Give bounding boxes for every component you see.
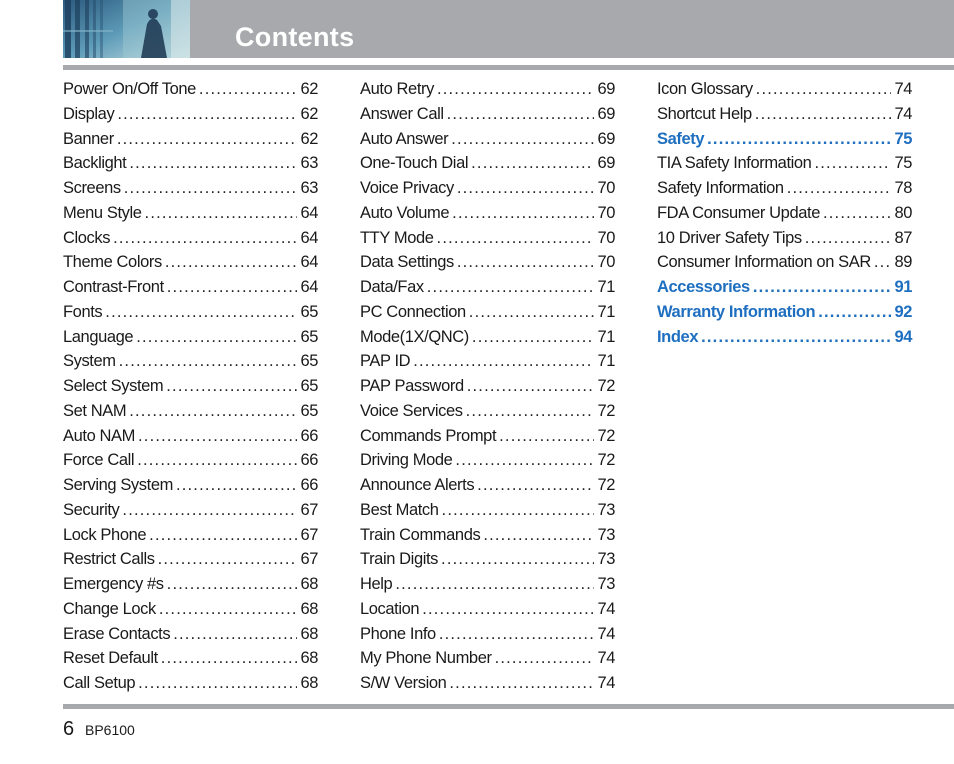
- toc-entry-page: 74: [894, 80, 912, 98]
- dot-leader: [469, 300, 595, 325]
- dot-leader: [707, 127, 891, 152]
- dot-leader: [427, 275, 595, 300]
- toc-entry-title: FDA Consumer Update: [657, 203, 820, 222]
- toc-entry-title: Warranty Information: [657, 302, 816, 321]
- toc-entry-page: 78: [894, 179, 912, 197]
- toc-entry-title: Train Digits: [360, 550, 439, 569]
- toc-entry[interactable]: [360, 547, 615, 572]
- toc-entry[interactable]: [63, 325, 318, 350]
- dot-leader: [129, 151, 297, 176]
- toc-entry-title: Screens: [63, 179, 121, 197]
- toc-entry[interactable]: [63, 102, 318, 127]
- toc-entry[interactable]: [360, 622, 615, 647]
- toc-entry-page: 71: [597, 352, 615, 371]
- footer-page-number: 6: [63, 718, 75, 740]
- toc-entry[interactable]: [63, 448, 318, 473]
- toc-entry-page: 74: [597, 674, 615, 692]
- toc-entry[interactable]: [657, 127, 912, 152]
- toc-entry-title: Set NAM: [63, 401, 127, 420]
- toc-entry-page: 69: [597, 104, 615, 123]
- dot-leader: [823, 201, 891, 226]
- header-bar: [63, 0, 954, 58]
- top-rule: [63, 65, 954, 70]
- dot-leader: [113, 226, 297, 251]
- toc-entry[interactable]: [360, 349, 615, 374]
- dot-leader: [457, 176, 595, 201]
- toc-entry-title: Contrast-Front: [63, 278, 164, 296]
- toc-entry-page: 69: [597, 80, 615, 98]
- toc-entry[interactable]: [63, 77, 318, 102]
- dot-leader: [422, 597, 594, 622]
- toc-entry-page: 89: [894, 253, 912, 272]
- dot-leader: [452, 201, 594, 226]
- toc-entry-title: Auto Retry: [360, 80, 434, 98]
- dot-leader: [437, 226, 595, 251]
- dot-leader: [805, 226, 892, 251]
- toc-entry-title: Help: [360, 575, 393, 593]
- dot-leader: [117, 102, 297, 127]
- toc-entry-page: 72: [597, 401, 615, 420]
- toc-entry-page: 72: [597, 451, 615, 470]
- dot-leader: [495, 646, 595, 671]
- toc-entry-page: 62: [300, 104, 318, 123]
- toc-entry[interactable]: [63, 547, 318, 572]
- dot-leader: [199, 77, 298, 102]
- dot-leader: [136, 325, 297, 350]
- toc-entry-page: 67: [300, 525, 318, 544]
- toc-entry-title: Auto Answer: [360, 129, 449, 148]
- toc-entry[interactable]: [657, 325, 912, 350]
- dot-leader: [165, 250, 298, 275]
- dot-leader: [753, 275, 892, 300]
- toc-column-3: [657, 77, 912, 349]
- toc-entry-page: 73: [597, 525, 615, 544]
- dot-leader: [129, 399, 297, 424]
- toc-entry-page: 92: [894, 302, 912, 321]
- toc-entry-title: Emergency #s: [63, 575, 164, 593]
- toc-entry-title: Train Commands: [360, 525, 481, 544]
- toc-entry-page: 87: [894, 228, 912, 247]
- dot-leader: [173, 622, 297, 647]
- toc-entry-title: PAP ID: [360, 352, 411, 371]
- toc-entry-page: 64: [300, 253, 318, 272]
- toc-entry[interactable]: [63, 151, 318, 176]
- toc-entry-title: Location: [360, 599, 420, 618]
- toc-entry-page: 62: [300, 80, 318, 98]
- toc-entry[interactable]: [63, 176, 318, 201]
- toc-entry-page: 64: [300, 203, 318, 222]
- toc-entry-title: Shortcut Help: [657, 104, 752, 123]
- footer-model-name: BP6100: [85, 722, 135, 738]
- page-title: Contents: [235, 22, 355, 52]
- toc-entry-title: Icon Glossary: [657, 80, 753, 98]
- toc-entry-page: 65: [300, 327, 318, 346]
- toc-entry[interactable]: [360, 151, 615, 176]
- toc-column-2: [360, 77, 615, 696]
- toc-entry[interactable]: [360, 498, 615, 523]
- dot-leader: [814, 151, 891, 176]
- toc-entry-page: 71: [597, 278, 615, 296]
- toc-entry-page: 74: [597, 599, 615, 618]
- toc-entry-title: My Phone Number: [360, 649, 492, 668]
- toc-entry-page: 72: [597, 377, 615, 395]
- toc-entry-page: 91: [894, 278, 912, 296]
- toc-entry-title: Announce Alerts: [360, 476, 475, 494]
- toc-entry-title: Reset Default: [63, 649, 158, 668]
- toc-entry-page: 71: [597, 327, 615, 346]
- toc-entry[interactable]: [657, 226, 912, 251]
- toc-entry[interactable]: [63, 473, 318, 498]
- toc-entry[interactable]: [63, 646, 318, 671]
- toc-entry-page: 65: [300, 302, 318, 321]
- dot-leader: [701, 325, 891, 350]
- toc-entry-page: 74: [894, 104, 912, 123]
- dot-leader: [441, 547, 594, 572]
- dot-leader: [437, 77, 594, 102]
- dot-leader: [159, 597, 298, 622]
- toc-entry[interactable]: [360, 597, 615, 622]
- toc-entry-page: 64: [300, 278, 318, 296]
- toc-entry-title: Voice Services: [360, 401, 463, 420]
- toc-column-1: [63, 77, 318, 696]
- toc-entry-page: 70: [597, 228, 615, 247]
- toc-entry[interactable]: [360, 275, 615, 300]
- toc-entry-page: 73: [597, 550, 615, 569]
- toc-entry[interactable]: [360, 300, 615, 325]
- dot-leader: [787, 176, 892, 201]
- toc-entry[interactable]: [63, 523, 318, 548]
- toc-entry-page: 68: [300, 624, 318, 643]
- toc-entry-title: Select System: [63, 377, 164, 395]
- dot-leader: [467, 374, 595, 399]
- toc-entry-page: 94: [894, 327, 912, 346]
- toc-entry-page: 70: [597, 253, 615, 272]
- dot-leader: [124, 176, 298, 201]
- toc-entry-title: Theme Colors: [63, 253, 162, 272]
- toc-entry-title: PC Connection: [360, 302, 466, 321]
- toc-entry[interactable]: [657, 201, 912, 226]
- toc-entry-page: 62: [300, 129, 318, 148]
- toc-entry-page: 72: [597, 476, 615, 494]
- toc-entry-title: TIA Safety Information: [657, 154, 812, 173]
- toc-entry[interactable]: [657, 250, 912, 275]
- dot-leader: [138, 671, 297, 696]
- toc-entry[interactable]: [63, 374, 318, 399]
- toc-entry[interactable]: [63, 597, 318, 622]
- toc-entry-title: Mode(1X/QNC): [360, 327, 469, 346]
- toc-entry-page: 80: [894, 203, 912, 222]
- toc-entry[interactable]: [360, 374, 615, 399]
- toc-entry-page: 72: [597, 426, 615, 445]
- toc-entry[interactable]: [657, 151, 912, 176]
- toc-entry-title: Lock Phone: [63, 525, 147, 544]
- dot-leader: [117, 127, 298, 152]
- toc-entry[interactable]: [63, 275, 318, 300]
- dot-leader: [122, 498, 297, 523]
- toc-entry-title: S/W Version: [360, 674, 447, 692]
- toc-entry-page: 67: [300, 500, 318, 519]
- building-photo-icon: [63, 0, 190, 58]
- toc-entry[interactable]: [360, 250, 615, 275]
- toc-entry-title: Data Settings: [360, 253, 454, 272]
- toc-entry-title: Call Setup: [63, 674, 136, 692]
- toc-entry-title: Force Call: [63, 451, 135, 470]
- toc-entry[interactable]: [63, 572, 318, 597]
- dot-leader: [451, 127, 594, 152]
- toc-entry[interactable]: [63, 226, 318, 251]
- toc-entry-title: Commands Prompt: [360, 426, 497, 445]
- dot-leader: [138, 424, 297, 449]
- toc-entry-title: Safety: [657, 129, 705, 148]
- toc-entry-page: 74: [597, 649, 615, 668]
- toc-entry-page: 68: [300, 649, 318, 668]
- toc-entry[interactable]: [360, 201, 615, 226]
- toc-entry-page: 70: [597, 203, 615, 222]
- toc-entry-title: Serving System: [63, 476, 173, 494]
- toc-entry[interactable]: [360, 176, 615, 201]
- toc-entry-page: 65: [300, 377, 318, 395]
- dot-leader: [439, 622, 595, 647]
- toc-entry-page: 67: [300, 550, 318, 569]
- dot-leader: [167, 572, 298, 597]
- toc-entry-title: Restrict Calls: [63, 550, 155, 569]
- dot-leader: [167, 275, 298, 300]
- toc-entry[interactable]: [360, 102, 615, 127]
- toc-entry-title: Change Lock: [63, 599, 156, 618]
- toc-entry[interactable]: [63, 498, 318, 523]
- dot-leader: [145, 201, 298, 226]
- dot-leader: [466, 399, 595, 424]
- toc-entry[interactable]: [63, 622, 318, 647]
- toc-entry-page: 74: [597, 624, 615, 643]
- toc-entry-page: 65: [300, 401, 318, 420]
- toc-entry-title: Phone Info: [360, 624, 436, 643]
- toc-entry-page: 63: [300, 179, 318, 197]
- toc-entry-title: 10 Driver Safety Tips: [657, 228, 802, 247]
- toc-entry-title: Display: [63, 104, 115, 123]
- toc-entry-title: Backlight: [63, 154, 127, 173]
- toc-entry[interactable]: [360, 226, 615, 251]
- toc-entry[interactable]: [63, 300, 318, 325]
- dot-leader: [413, 349, 594, 374]
- toc-entry[interactable]: [657, 77, 912, 102]
- toc-entry-title: Best Match: [360, 500, 439, 519]
- toc-entry-title: Data/Fax: [360, 278, 424, 296]
- toc-entry-title: Security: [63, 500, 120, 519]
- toc-entry-title: PAP Password: [360, 377, 464, 395]
- toc-entry[interactable]: [360, 448, 615, 473]
- toc-entry-page: 75: [894, 129, 912, 148]
- toc-entry[interactable]: [360, 572, 615, 597]
- dot-leader: [166, 374, 297, 399]
- toc-entry-title: Accessories: [657, 278, 750, 296]
- toc-entry-page: 68: [300, 575, 318, 593]
- toc-entry-page: 69: [597, 154, 615, 173]
- toc-entry-title: Answer Call: [360, 104, 444, 123]
- toc-entry-title: Fonts: [63, 302, 103, 321]
- toc-entry[interactable]: [657, 275, 912, 300]
- dot-leader: [149, 523, 297, 548]
- toc-entry-page: 66: [300, 426, 318, 445]
- toc-entry-page: 66: [300, 451, 318, 470]
- toc-entry-page: 73: [597, 575, 615, 593]
- toc-entry[interactable]: [63, 399, 318, 424]
- dot-leader: [457, 250, 595, 275]
- dot-leader: [471, 151, 594, 176]
- dot-leader: [449, 671, 594, 696]
- toc-entry[interactable]: [657, 300, 912, 325]
- toc-entry[interactable]: [63, 250, 318, 275]
- header-photo: [63, 0, 190, 58]
- toc-entry-page: 66: [300, 476, 318, 494]
- toc-entry-title: Driving Mode: [360, 451, 453, 470]
- toc-entry[interactable]: [63, 349, 318, 374]
- toc-entry[interactable]: [360, 399, 615, 424]
- toc-entry-title: Power On/Off Tone: [63, 80, 196, 98]
- dot-leader: [161, 646, 298, 671]
- toc-entry[interactable]: [360, 127, 615, 152]
- toc-entry-title: Menu Style: [63, 203, 142, 222]
- toc-entry-title: Auto Volume: [360, 203, 450, 222]
- toc-entry[interactable]: [657, 102, 912, 127]
- toc-entry-title: One-Touch Dial: [360, 154, 469, 173]
- toc-entry[interactable]: [657, 176, 912, 201]
- dot-leader: [176, 473, 297, 498]
- dot-leader: [499, 424, 594, 449]
- toc-entry-page: 68: [300, 599, 318, 618]
- toc-entry-page: 64: [300, 228, 318, 247]
- toc-entry-title: Language: [63, 327, 134, 346]
- toc-entry-title: TTY Mode: [360, 228, 434, 247]
- toc-entry-page: 65: [300, 352, 318, 371]
- toc-entry[interactable]: [360, 473, 615, 498]
- dot-leader: [818, 300, 891, 325]
- toc-entry[interactable]: [360, 77, 615, 102]
- dot-leader: [137, 448, 297, 473]
- toc-entry[interactable]: [63, 424, 318, 449]
- dot-leader: [755, 102, 892, 127]
- toc-entry-title: Consumer Information on SAR: [657, 253, 871, 272]
- toc-entry-page: 70: [597, 179, 615, 197]
- toc-entry[interactable]: [360, 325, 615, 350]
- dot-leader: [158, 547, 298, 572]
- toc-entry-page: 68: [300, 674, 318, 692]
- dot-leader: [483, 523, 594, 548]
- toc-entry-title: Voice Privacy: [360, 179, 454, 197]
- toc-entry-title: System: [63, 352, 116, 371]
- toc-entry-title: Erase Contacts: [63, 624, 171, 643]
- dot-leader: [119, 349, 298, 374]
- toc-entry[interactable]: [63, 201, 318, 226]
- toc-entry-page: 75: [894, 154, 912, 173]
- toc-entry-page: 69: [597, 129, 615, 148]
- toc-entry-title: Banner: [63, 129, 114, 148]
- dot-leader: [455, 448, 594, 473]
- dot-leader: [442, 498, 595, 523]
- dot-leader: [472, 325, 595, 350]
- dot-leader: [874, 250, 892, 275]
- toc-entry[interactable]: [63, 127, 318, 152]
- dot-leader: [477, 473, 594, 498]
- toc-entry[interactable]: [360, 646, 615, 671]
- toc-entry[interactable]: [360, 424, 615, 449]
- toc-entry-page: 73: [597, 500, 615, 519]
- toc-entry-page: 71: [597, 302, 615, 321]
- bottom-rule: [63, 704, 954, 709]
- toc-entry-page: 63: [300, 154, 318, 173]
- toc-entry[interactable]: [360, 671, 615, 696]
- dot-leader: [447, 102, 595, 127]
- dot-leader: [756, 77, 892, 102]
- toc-entry[interactable]: [360, 523, 615, 548]
- toc-entry-title: Clocks: [63, 228, 111, 247]
- toc-entry-title: Safety Information: [657, 179, 784, 197]
- toc-entry-title: Index: [657, 327, 699, 346]
- toc-entry-title: Auto NAM: [63, 426, 135, 445]
- dot-leader: [105, 300, 297, 325]
- toc-entry[interactable]: [63, 671, 318, 696]
- dot-leader: [395, 572, 594, 597]
